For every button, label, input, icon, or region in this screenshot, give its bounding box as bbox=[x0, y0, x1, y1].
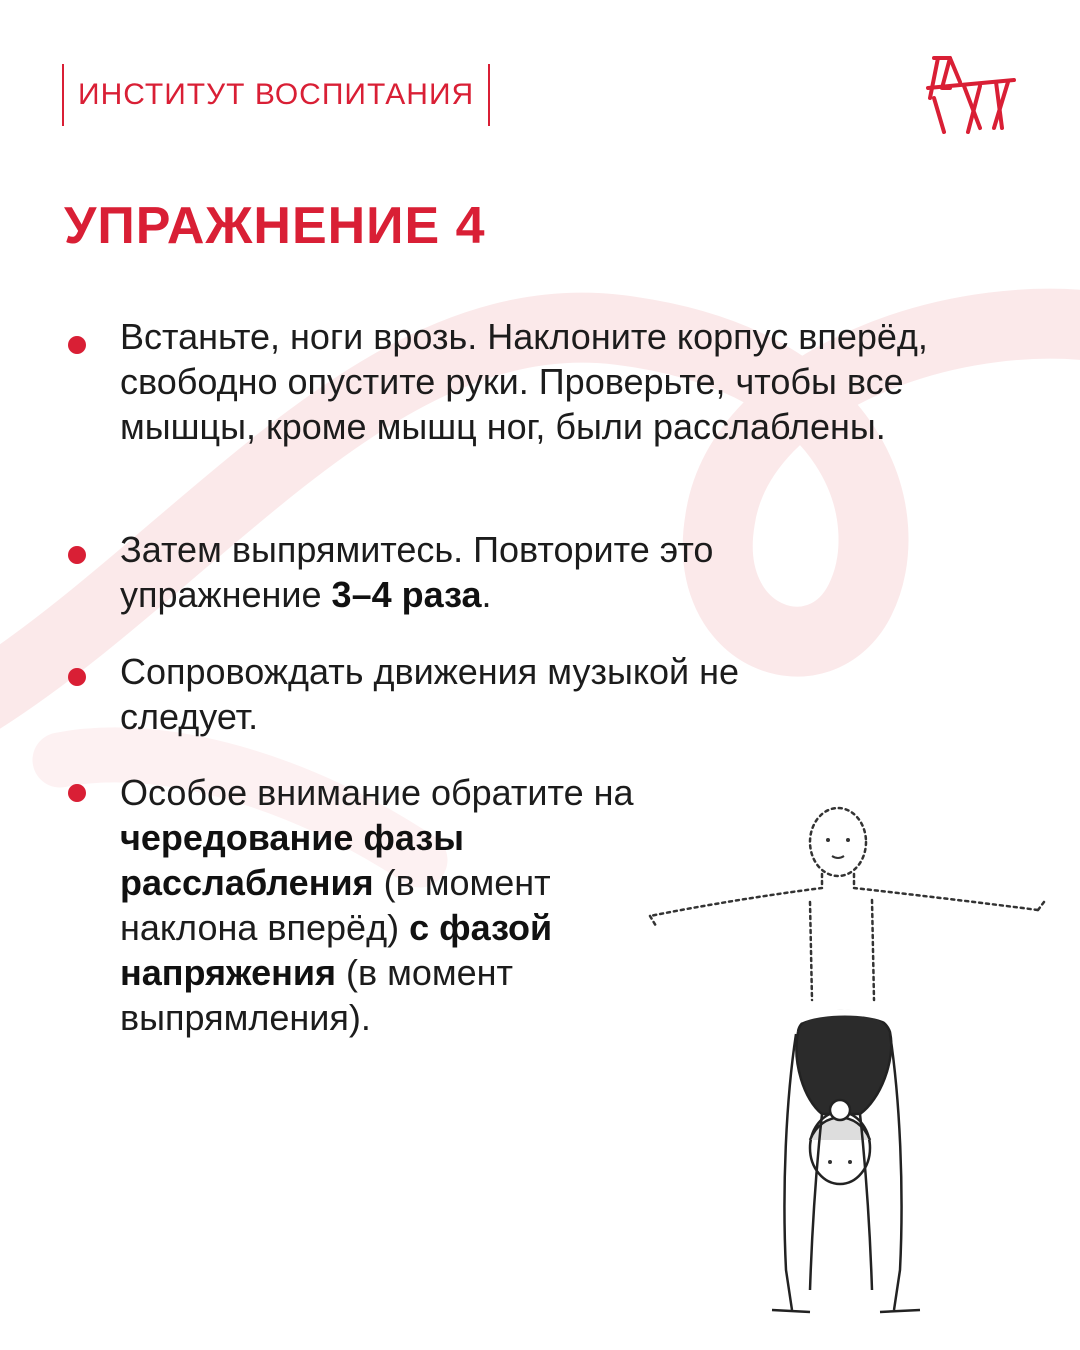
bullet-dot-icon bbox=[68, 668, 86, 686]
bullet-dot-icon bbox=[68, 784, 86, 802]
body-text: . bbox=[481, 574, 492, 615]
body-text: (в момент выпрямления). bbox=[120, 952, 514, 1038]
list-item-text bbox=[120, 527, 760, 617]
emphasis-text: 3–4 раза bbox=[331, 574, 482, 615]
body-text: Особое внимание обратите на bbox=[120, 772, 634, 813]
brand-name: ИНСТИТУТ ВОСПИТАНИЯ bbox=[78, 78, 475, 111]
body-text: Встаньте, ноги врозь. Наклоните корпус вперёд, свободно опустите руки. Проверьте, чтобы все мышцы, кроме мышц ног, были расслаблены. bbox=[120, 316, 928, 447]
list-item-text bbox=[120, 314, 970, 449]
emphasis-text: чередование фазы расслабления bbox=[120, 817, 464, 903]
child-bending-forward-illustration bbox=[560, 770, 1080, 1350]
page-title: УПРАЖНЕНИЕ 4 bbox=[64, 197, 486, 255]
brand-header bbox=[62, 64, 490, 126]
body-text: Сопровождать движения музыкой не следует. bbox=[120, 651, 740, 737]
bullet-dot-icon bbox=[68, 336, 86, 354]
body-text: Затем выпрямитесь. Повторите это упражнение bbox=[120, 529, 714, 615]
bullet-dot-icon bbox=[68, 546, 86, 564]
chair-logo-icon bbox=[920, 52, 1020, 136]
body-text: (в момент наклона вперёд) bbox=[120, 862, 551, 948]
list-item-text bbox=[120, 649, 820, 739]
emphasis-text: с фазой напряжения bbox=[120, 907, 553, 993]
brand-divider-right bbox=[488, 64, 490, 126]
